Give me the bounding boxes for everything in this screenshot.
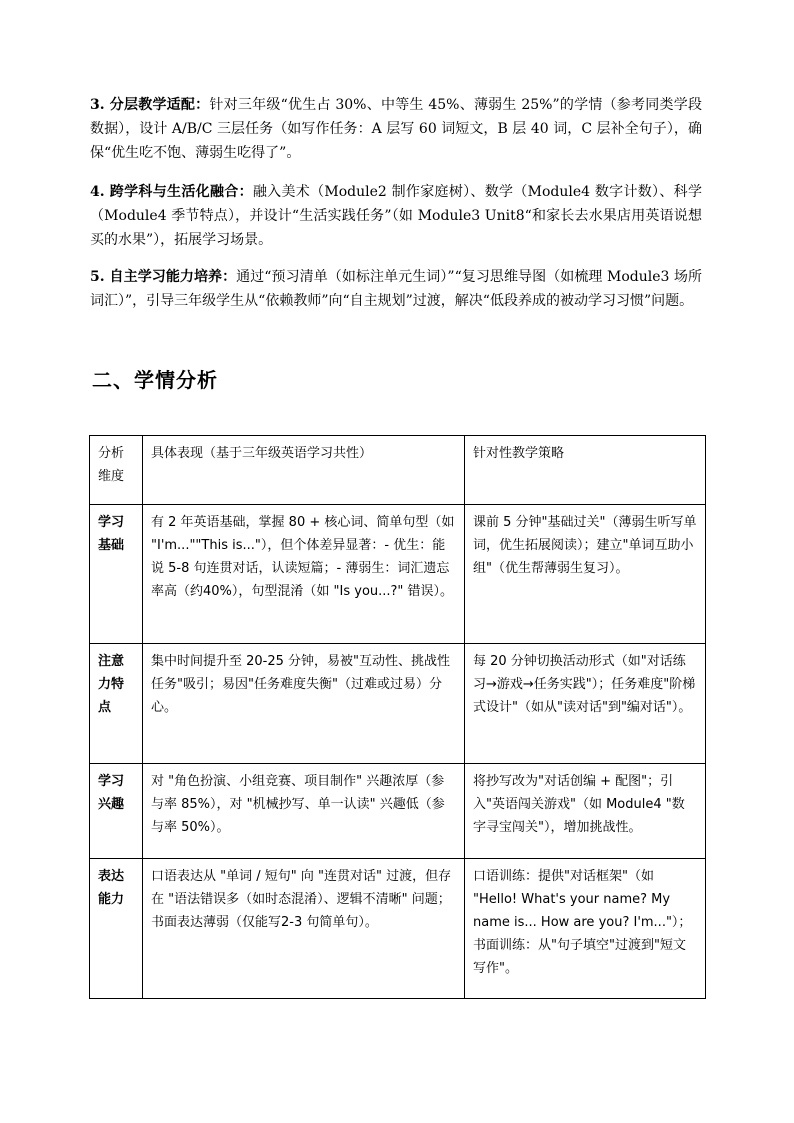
table-row	[90, 764, 706, 859]
section-title: 二、学情分析	[92, 368, 218, 392]
header-cell-dimension: 分析维度	[90, 436, 143, 505]
row-strategy-cell: 口语训练：提供"对话框架"（如 "Hello! What's your name? My name is... How are you? I'm..."）；书面训练：从"句子填空"过渡到"短文写作"。	[465, 859, 706, 999]
row-dimension-cell: 学习兴趣	[90, 764, 143, 859]
paragraph-lead: 5. 自主学习能力培养：	[90, 269, 237, 285]
header-cell-strategy: 针对性教学策略	[465, 436, 706, 505]
table-row	[90, 505, 706, 644]
row-performance-cell: 集中时间提升至 20-25 分钟，易被"互动性、挑战性任务"吸引；易因"任务难度失衡"（过难或过易）分心。	[143, 644, 465, 764]
paragraph-cross-disciplinary	[90, 180, 702, 252]
row-dimension-cell: 学习基础	[90, 505, 143, 644]
paragraph-lead: 4. 跨学科与生活化融合：	[90, 184, 253, 200]
analysis-table	[89, 435, 706, 999]
row-strategy-cell: 课前 5 分钟"基础过关"（薄弱生听写单词，优生拓展阅读）；建立"单词互助小组"（优生帮薄弱生复习）。	[465, 505, 706, 644]
row-performance-cell: 口语表达从 "单词 / 短句" 向 "连贯对话" 过渡，但存在 "语法错误多（如时态混淆）、逻辑不清晰" 问题；书面表达薄弱（仅能写2-3 句简单句）。	[143, 859, 465, 999]
paragraph-lead: 3. 分层教学适配：	[90, 97, 210, 113]
paragraph-text: 针对三年级“优生占 30%、中等生 45%、薄弱生 25%”的学情（参考同类学段数据），设计 A/B/C 三层任务（如写作任务：A 层写 60 词短文，B 层 40 词，C 层补全句子），确保“优生吃不饱、薄弱生吃得了”。	[90, 97, 702, 161]
row-strategy-cell: 将抄写改为"对话创编 + 配图"；引入"英语闯关游戏"（如 Module4 "数字寻宝闯关"），增加挑战性。	[465, 764, 706, 859]
table-row	[90, 859, 706, 999]
paragraph-self-learning	[90, 265, 702, 313]
row-dimension-cell: 表达能力	[90, 859, 143, 999]
table-header-row	[90, 436, 706, 505]
paragraph-tiered-teaching	[90, 93, 702, 165]
row-strategy-cell: 每 20 分钟切换活动形式（如"对话练习→游戏→任务实践"）；任务难度"阶梯式设计"（如从"读对话"到"编对话"）。	[465, 644, 706, 764]
paragraph-text: 通过“预习清单（如标注单元生词）”“复习思维导图（如梳理 Module3 场所词汇）”，引导三年级学生从“依赖教师”向“自主规划”过渡，解决“低段养成的被动学习习惯”问题。	[90, 269, 702, 309]
row-dimension-cell: 注意力特点	[90, 644, 143, 764]
table-row	[90, 644, 706, 764]
row-performance-cell: 对 "角色扮演、小组竞赛、项目制作" 兴趣浓厚（参与率 85%），对 "机械抄写、单一认读" 兴趣低（参与率 50%）。	[143, 764, 465, 859]
row-performance-cell: 有 2 年英语基础，掌握 80 + 核心词、简单句型（如 "I'm...""This is..."），但个体差异显著：- 优生：能说 5-8 句连贯对话，认读短篇；- 薄弱生：词汇遗忘率高（约40%），句型混淆（如 "Is you...?" 错误）。	[143, 505, 465, 644]
paragraph-text: 融入美术（Module2 制作家庭树）、数学（Module4 数字计数）、科学（Module4 季节特点），并设计“生活实践任务”（如 Module3 Unit8“和家长去水果店用英语说想买的水果”），拓展学习场景。	[90, 184, 702, 248]
header-cell-performance: 具体表现（基于三年级英语学习共性）	[143, 436, 465, 505]
